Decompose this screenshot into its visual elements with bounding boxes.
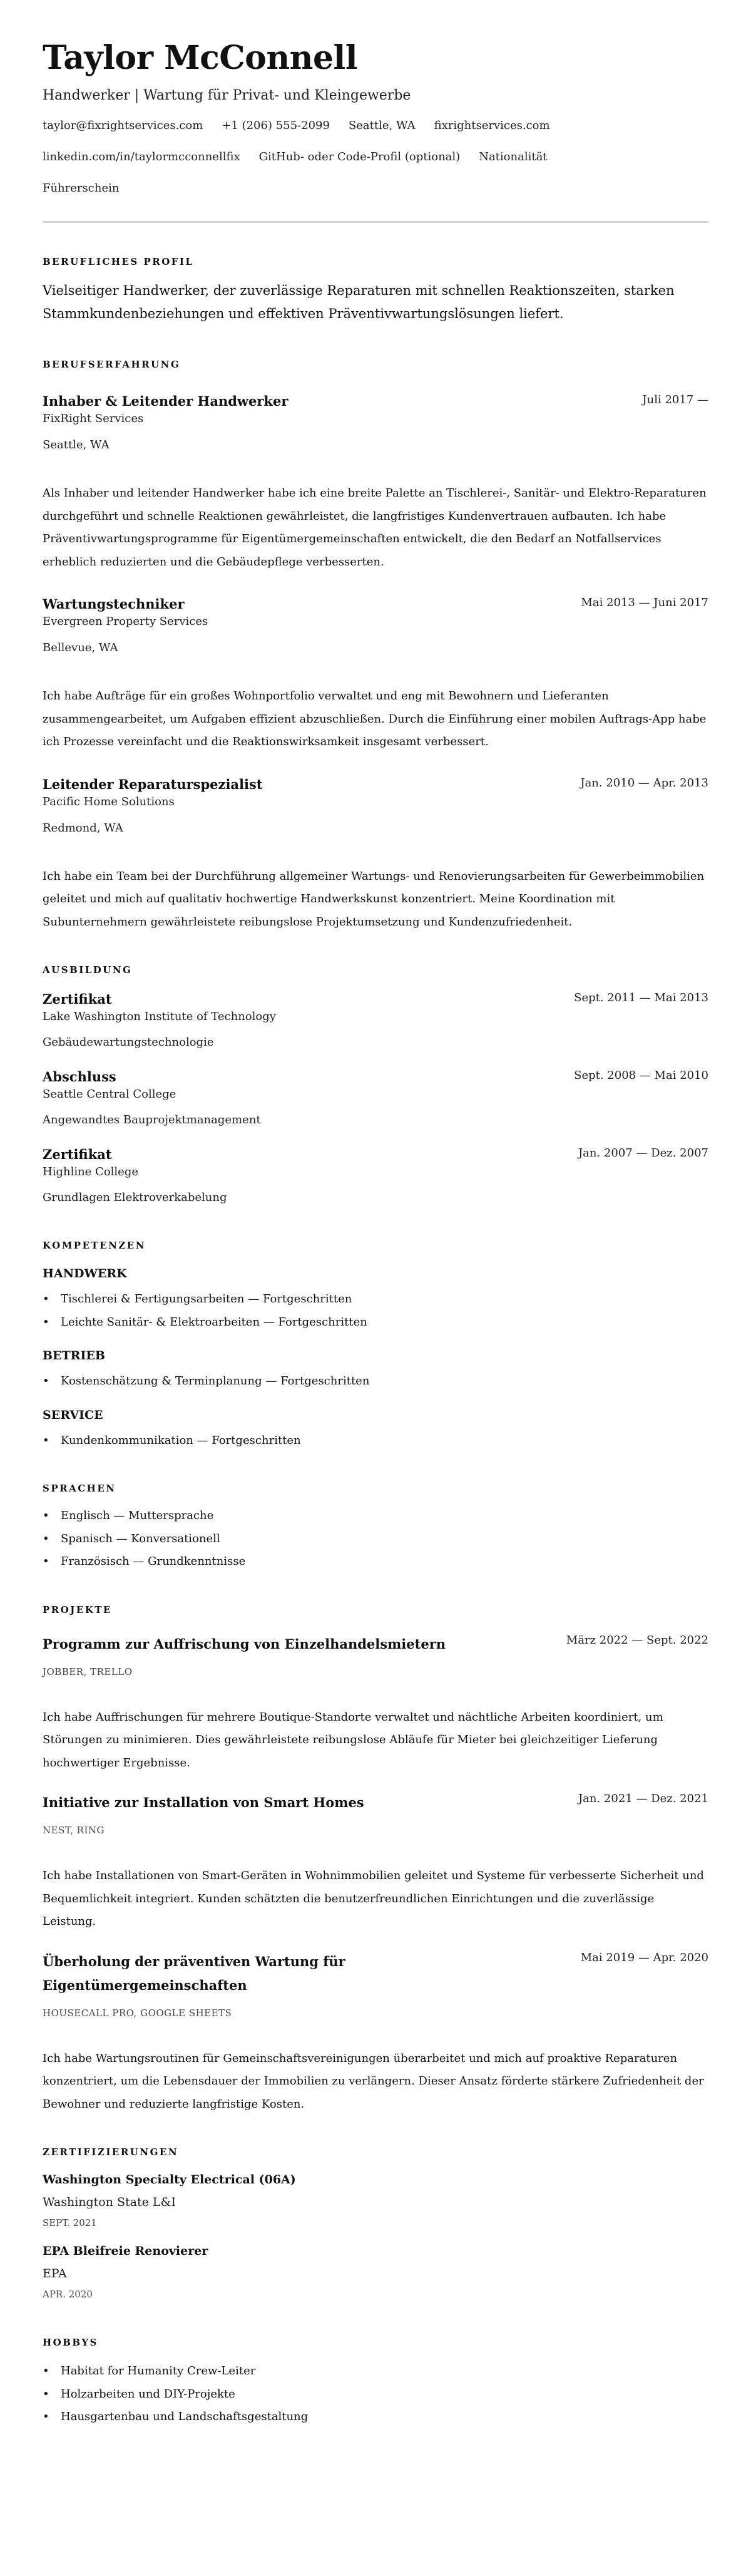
job-date: Jan. 2010 — Apr. 2013 [580,776,708,790]
section-title: ZERTIFIZIERUNGEN [43,2146,179,2158]
section-title: HOBBYS [43,2337,98,2348]
certification-name: Washington Specialty Electrical (06A) [43,2173,296,2187]
project-tech: JOBBER, TRELLO [43,1666,133,1677]
job-description: Ich habe ein Team bei der Durchführung allgemeiner Wartungs- und Renovierungsarbeiten für Gewerbeimmobilien geleitet und mich auf qualitativ hochwertige Handwerkskunst konzentriert. Meine Koordination mit Subunternehmern gewährleistete reibungslose Projektumsetzung und Kundenzufriedenheit. [43,869,705,929]
job-company: Pacific Home Solutions [43,795,175,808]
education-field: Angewandtes Bauprojektmanagement [43,1113,261,1126]
project-description: Ich habe Installationen von Smart-Geräten in Wohnimmobilien geleitet und Systeme für verbesserte Sicherheit und Bequemlichkeit integriert. Kunden schätzten die benutzerfreundlichen Einrichtungen und die zuverlässige Leistung. [43,1869,704,1928]
resume-header [43,36,708,196]
hobby-list [43,2360,708,2429]
hobby-item: • Habitat for Humanity Crew-Leiter [43,2360,708,2383]
profile-summary: Vielseitiger Handwerker, der zuverlässige Reparaturen mit schnellen Reaktionszeiten, starken Stammkundenbeziehungen und effektiven Präventivwartungslösungen liefert. [43,283,675,321]
project-title: Überholung der präventiven Wartung für Eigentümergemeinschaften [43,1953,345,1993]
certification-issuer: Washington State L&I [43,2195,176,2209]
experience-entry [43,392,708,574]
skill-item: • Kundenkommunikation — Fortgeschritten [43,1430,708,1453]
project-entry [43,1950,708,2116]
section-title: BERUFSERFAHRUNG [43,359,181,370]
skill-category: BETRIEB [43,1349,105,1363]
project-date: Mai 2019 — Apr. 2020 [580,1950,708,1964]
education-date: Sept. 2011 — Mai 2013 [574,991,708,1004]
contact-website[interactable]: fixrightservices.com [434,119,550,132]
contact-email[interactable]: taylor@fixrightservices.com [43,119,203,132]
certifications-section [43,2146,708,2301]
project-title: Programm zur Auffrischung von Einzelhandelsmietern [43,1636,446,1652]
education-degree: Abschluss [43,1069,116,1084]
skills-section [43,1239,708,1452]
certification-name: EPA Bleifreie Renovierer [43,2244,208,2258]
certification-entry [43,2171,708,2230]
experience-entry [43,595,708,754]
contact-linkedin[interactable]: linkedin.com/in/taylormcconnellfix [43,150,240,163]
projects-section [43,1604,708,2116]
section-title: PROJEKTE [43,1604,112,1615]
education-institution: Seattle Central College [43,1088,176,1101]
project-tech: NEST, RING [43,1825,105,1836]
job-company: Evergreen Property Services [43,615,208,628]
skill-item: • Leichte Sanitär- & Elektroarbeiten — Fortgeschritten [43,1311,708,1334]
certification-date: SEPT. 2021 [43,2217,97,2228]
education-institution: Highline College [43,1165,138,1178]
hobbies-section [43,2336,708,2429]
candidate-name: Taylor McConnell [43,39,358,77]
experience-section [43,358,708,934]
language-item: • Englisch — Muttersprache [43,1505,708,1528]
project-title: Initiative zur Installation von Smart Homes [43,1795,364,1810]
language-list [43,1505,708,1574]
skill-item: • Kostenschätzung & Terminplanung — Fortgeschritten [43,1370,708,1393]
experience-entry [43,775,708,934]
education-date: Jan. 2007 — Dez. 2007 [578,1146,708,1160]
contact-list [43,118,593,196]
education-field: Gebäudewartungstechnologie [43,1036,214,1049]
project-date: März 2022 — Sept. 2022 [566,1633,708,1647]
job-title: Leitender Reparaturspezialist [43,776,263,792]
skill-item: • Tischlerei & Fertigungsarbeiten — Fortgeschritten [43,1288,708,1311]
certification-entry [43,2242,708,2301]
contact-github[interactable]: GitHub- oder Code-Profil (optional) [258,150,461,163]
section-title: AUSBILDUNG [43,964,133,976]
education-entry [43,990,708,1054]
hobby-item: • Holzarbeiten und DIY-Projekte [43,2383,708,2406]
job-location: Redmond, WA [43,821,123,835]
languages-section [43,1482,708,1574]
education-section [43,964,708,1209]
project-entry [43,1632,708,1775]
project-description: Ich habe Auffrischungen für mehrere Boutique-Standorte verwaltet und nächtliche Arbeiten koordiniert, um Störungen zu minimieren. Dies gewährleistete reibungslose Abläufe für Mieter bei gleichzeitiger Lieferung hochwertiger Ergebnisse. [43,1710,663,1770]
job-location: Seattle, WA [43,438,110,451]
education-field: Grundlagen Elektroverkabelung [43,1191,227,1204]
education-degree: Zertifikat [43,991,112,1007]
language-item: • Spanisch — Konversationell [43,1528,708,1551]
language-item: • Französisch — Grundkenntnisse [43,1550,708,1574]
certification-date: APR. 2020 [43,2289,93,2300]
skill-category: HANDWERK [43,1267,127,1280]
certification-issuer: EPA [43,2267,67,2280]
education-entry [43,1068,708,1131]
job-title: Inhaber & Leitender Handwerker [43,393,289,409]
hobby-item: • Hausgartenbau und Landschaftsgestaltung [43,2406,708,2429]
contact-location: Seattle, WA [348,119,416,132]
job-date: Juli 2017 — [642,393,708,406]
job-description: Ich habe Aufträge für ein großes Wohnportfolio verwaltet und eng mit Bewohnern und Lieferanten zusammengearbeitet, um Aufgaben effizient abzuschließen. Durch die Einführung einer mobilen Auftrags-App habe ich Prozesse vereinfacht und die Reaktionswirksamkeit insgesamt verbessert. [43,689,707,748]
contact-phone[interactable]: +1 (206) 555-2099 [222,119,330,132]
job-description: Als Inhaber und leitender Handwerker habe ich eine breite Palette an Tischlerei-, Sanitär- und Elektro-Reparaturen durchgeführt und schnelle Reaktionen gewährleistet, die langfristiges Kundenvertrauen aufbauten. Ich habe Präventivwartungsprogramme für Eigentümergemeinschaften entwickelt, die den Bedarf an Notfallservices erheblich reduzierten und die Gebäudepflege verbesserten. [43,487,707,569]
header-divider [43,221,708,223]
contact-nationality: Nationalität [479,150,548,163]
education-entry [43,1145,708,1209]
education-date: Sept. 2008 — Mai 2010 [574,1069,708,1082]
job-title: Wartungstechniker [43,596,185,612]
education-degree: Zertifikat [43,1146,112,1162]
contact-license: Führerschein [43,182,120,195]
skill-list [43,1430,708,1453]
project-entry [43,1791,708,1934]
section-title: BERUFLICHES PROFIL [43,256,194,267]
skill-list [43,1370,708,1393]
job-company: FixRight Services [43,412,144,425]
education-institution: Lake Washington Institute of Technology [43,1010,276,1023]
section-title: KOMPETENZEN [43,1240,146,1251]
candidate-headline: Handwerker | Wartung für Privat- und Kleingewerbe [43,88,411,103]
project-tech: HOUSECALL PRO, GOOGLE SHEETS [43,2007,232,2019]
job-date: Mai 2013 — Juni 2017 [581,596,708,609]
section-title: SPRACHEN [43,1483,116,1494]
profile-section [43,255,708,326]
skill-category: SERVICE [43,1408,103,1422]
project-description: Ich habe Wartungsroutinen für Gemeinschaftsvereinigungen überarbeitet und mich auf proaktive Reparaturen konzentriert, um die Lebensdauer der Immobilien zu verlängern. Dieser Ansatz förderte stärkere Zufriedenheit der Bewohner und reduzierte langfristige Kosten. [43,2051,704,2111]
job-location: Bellevue, WA [43,641,118,654]
project-date: Jan. 2021 — Dez. 2021 [578,1792,708,1805]
skill-list [43,1288,708,1334]
